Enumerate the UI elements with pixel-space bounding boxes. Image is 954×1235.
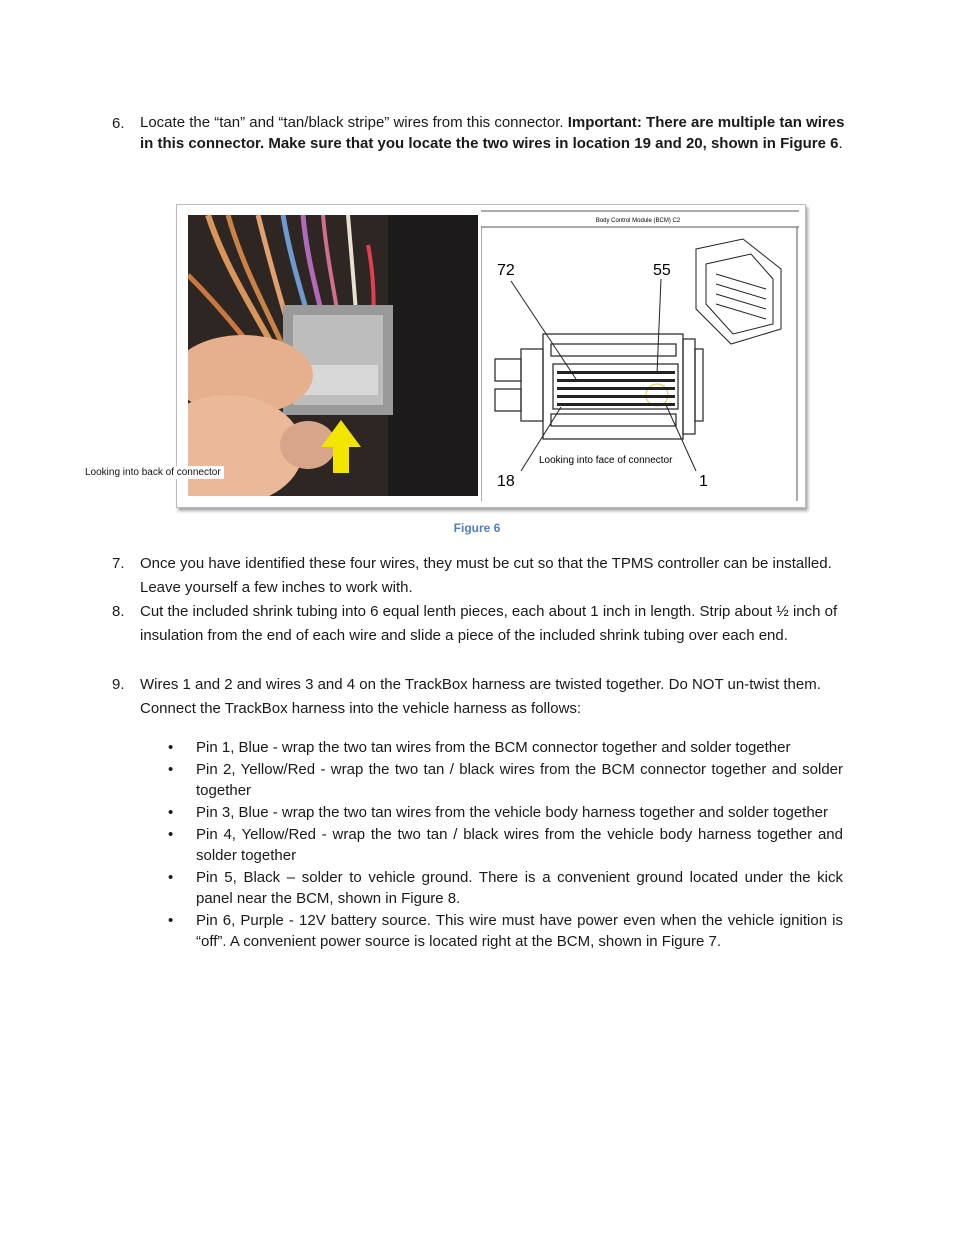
bullet-icon: • xyxy=(168,826,174,843)
step-number: 7. xyxy=(112,555,125,572)
step-number: 9. xyxy=(112,676,125,693)
step-6-end: . xyxy=(838,135,843,152)
photo-label: Looking into back of connector xyxy=(82,466,224,479)
step-text: Once you have identified these four wires, they must be cut so that the TPMS controller can be installed. Leave yourself a few inches to work with. xyxy=(140,555,832,596)
step-text: Cut the included shrink tubing into 6 equal lenth pieces, each about 1 inch in length. Strip about ½ inch of insulation from the end of each wire and slide a piece of the included shrink tubing over each end. xyxy=(140,603,838,644)
list-item-text: Pin 6, Purple - 12V battery source. This wire must have power even when the vehicle ignition is “off”. A convenient power source is located right at the BCM, shown in Figure 7. xyxy=(196,912,843,950)
list-item-text: Pin 5, Black – solder to vehicle ground. There is a convenient ground located under the kick panel near the BCM, shown in Figure 8. xyxy=(196,869,843,907)
bullet-icon: • xyxy=(168,761,174,778)
pin-list xyxy=(168,737,843,953)
list-item xyxy=(168,737,843,758)
pin-label-72: 72 xyxy=(497,262,515,279)
step-6-important: Important: There are multiple tan wires in this connector. Make sure that you locate the two wires in location 19 and 20, shown in Figure 6 xyxy=(140,114,845,152)
list-item xyxy=(168,802,843,823)
list-item xyxy=(168,759,843,801)
step-6-intro: Locate the “tan” and “tan/black stripe” wires from this connector. xyxy=(140,114,568,131)
pin-label-18: 18 xyxy=(497,473,515,490)
figure-caption: Figure 6 xyxy=(453,521,501,535)
connector-photo xyxy=(188,215,478,496)
step-text xyxy=(140,112,847,154)
list-item-text: Pin 2, Yellow/Red - wrap the two tan / black wires from the BCM connector together and solder together xyxy=(196,761,843,799)
figure-6 xyxy=(176,204,806,508)
list-item xyxy=(168,867,843,909)
bullet-icon: • xyxy=(168,739,174,756)
diagram-caption-label: Looking into face of connector xyxy=(539,455,673,466)
connector-diagram xyxy=(481,209,799,501)
photo-illustration xyxy=(188,215,478,496)
step-text: Wires 1 and 2 and wires 3 and 4 on the TrackBox harness are twisted together. Do NOT un-twist them. Connect the TrackBox harness into the vehicle harness as follows: xyxy=(140,676,821,717)
step-number: 8. xyxy=(112,603,125,620)
diagram-title: Body Control Module (BCM) C2 xyxy=(595,218,681,224)
step-number: 6. xyxy=(112,115,125,132)
list-item-text: Pin 4, Yellow/Red - wrap the two tan / black wires from the vehicle body harness together and solder together xyxy=(196,826,843,864)
list-item-text: Pin 3, Blue - wrap the two tan wires from the vehicle body harness together and solder together xyxy=(196,804,829,821)
list-item xyxy=(168,910,843,952)
bullet-icon: • xyxy=(168,912,174,929)
list-item-text: Pin 1, Blue - wrap the two tan wires from the BCM connector together and solder together xyxy=(196,739,791,756)
bullet-icon: • xyxy=(168,804,174,821)
pin-label-55: 55 xyxy=(653,262,671,279)
bullet-icon: • xyxy=(168,869,174,886)
list-item xyxy=(168,824,843,866)
pin-label-1: 1 xyxy=(699,473,708,490)
